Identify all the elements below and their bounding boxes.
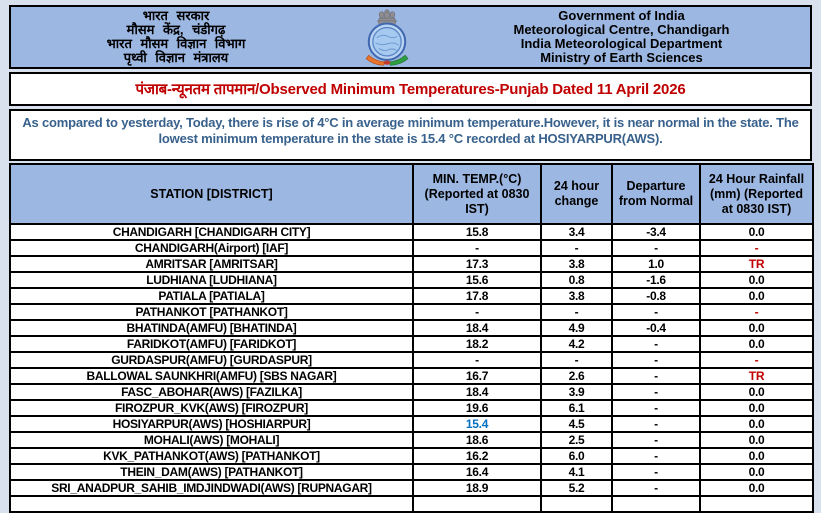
hindi-line-2: मौसम केंद्र, चंडीगढ़ <box>126 22 226 37</box>
cell-rainfall: 0.0 <box>700 416 813 432</box>
cell-min-temp: 17.3 <box>413 256 541 272</box>
cell-rainfall: 0.0 <box>700 400 813 416</box>
cell-min-temp: - <box>413 352 541 368</box>
cell-departure: - <box>612 448 700 464</box>
cell-change: 4.5 <box>541 416 612 432</box>
col-header-24h-change: 24 hour change <box>541 164 612 224</box>
col-header-rainfall: 24 Hour Rainfall (mm) (Reported at 0830 IST) <box>700 164 813 224</box>
table-row <box>10 336 813 352</box>
table-row <box>10 224 813 240</box>
cell-rainfall <box>700 496 813 512</box>
cell-rainfall: 0.0 <box>700 336 813 352</box>
cell-change: - <box>541 352 612 368</box>
cell-station: FARIDKOT(AMFU) [FARIDKOT] <box>10 336 413 352</box>
cell-min-temp: 18.2 <box>413 336 541 352</box>
cell-min-temp: - <box>413 304 541 320</box>
cell-rainfall: 0.0 <box>700 448 813 464</box>
cell-departure: 1.0 <box>612 256 700 272</box>
english-line-4: Ministry of Earth Sciences <box>540 50 703 65</box>
table-row <box>10 400 813 416</box>
cell-min-temp: 16.7 <box>413 368 541 384</box>
page-content <box>9 5 812 513</box>
cell-change: 3.4 <box>541 224 612 240</box>
cell-change: 4.1 <box>541 464 612 480</box>
cell-change: 0.8 <box>541 272 612 288</box>
cell-departure: - <box>612 304 700 320</box>
cell-min-temp: 18.4 <box>413 384 541 400</box>
cell-departure: -0.4 <box>612 320 700 336</box>
cell-min-temp: 17.8 <box>413 288 541 304</box>
cell-min-temp: 18.9 <box>413 480 541 496</box>
org-header-english <box>433 9 810 65</box>
cell-station: PATIALA [PATIALA] <box>10 288 413 304</box>
cell-min-temp: - <box>413 240 541 256</box>
cell-rainfall: TR <box>700 368 813 384</box>
cell-rainfall: 0.0 <box>700 320 813 336</box>
english-line-3: India Meteorological Department <box>520 36 723 51</box>
table-row <box>10 464 813 480</box>
cell-station: FIROZPUR_KVK(AWS) [FIROZPUR] <box>10 400 413 416</box>
cell-change: 3.8 <box>541 288 612 304</box>
bulletin-title: पंजाब-न्यूनतम तापमान/Observed Minimum Temperatures-Punjab Dated 11 April 2026 <box>9 72 812 106</box>
cell-change: 2.5 <box>541 432 612 448</box>
hindi-line-1: भारत सरकार <box>142 8 210 23</box>
table-row <box>10 496 813 512</box>
cell-change: 4.9 <box>541 320 612 336</box>
table-row <box>10 352 813 368</box>
table-row <box>10 256 813 272</box>
col-header-station: STATION [DISTRICT] <box>10 164 413 224</box>
table-row <box>10 272 813 288</box>
english-line-2: Meteorological Centre, Chandigarh <box>513 22 730 37</box>
cell-station: LUDHIANA [LUDHIANA] <box>10 272 413 288</box>
cell-station: THEIN_DAM(AWS) [PATHANKOT] <box>10 464 413 480</box>
cell-change: - <box>541 240 612 256</box>
cell-min-temp: 18.4 <box>413 320 541 336</box>
cell-departure: - <box>612 336 700 352</box>
cell-rainfall: 0.0 <box>700 288 813 304</box>
org-header-hindi <box>11 9 341 65</box>
cell-departure: - <box>612 352 700 368</box>
table-body <box>10 224 813 512</box>
table-row <box>10 448 813 464</box>
cell-departure: - <box>612 464 700 480</box>
cell-station: KVK_PATHANKOT(AWS) [PATHANKOT] <box>10 448 413 464</box>
cell-change: 2.6 <box>541 368 612 384</box>
table-row <box>10 288 813 304</box>
cell-min-temp: 15.4 <box>413 416 541 432</box>
cell-departure: -1.6 <box>612 272 700 288</box>
cell-change: 6.1 <box>541 400 612 416</box>
summary-text: As compared to yesterday, Today, there is rise of 4°C in average minimum temperature.However, it is near normal in the state. The lowest minimum temperature in the state is 15.4 °C recorded at HOSIYARPUR(AWS). <box>9 109 812 161</box>
cell-station: CHANDIGARH [CHANDIGARH CITY] <box>10 224 413 240</box>
org-header <box>9 5 812 69</box>
cell-station: GURDASPUR(AMFU) [GURDASPUR] <box>10 352 413 368</box>
col-header-departure: Departure from Normal <box>612 164 700 224</box>
cell-rainfall: 0.0 <box>700 272 813 288</box>
cell-rainfall: - <box>700 240 813 256</box>
cell-change: 3.8 <box>541 256 612 272</box>
hindi-line-3: भारत मौसम विज्ञान विभाग <box>106 36 246 51</box>
cell-departure: - <box>612 368 700 384</box>
cell-station: CHANDIGARH(Airport) [IAF] <box>10 240 413 256</box>
cell-rainfall: TR <box>700 256 813 272</box>
cell-change <box>541 496 612 512</box>
cell-departure: - <box>612 400 700 416</box>
imd-emblem-logo <box>341 8 433 66</box>
cell-min-temp: 15.8 <box>413 224 541 240</box>
cell-change: 5.2 <box>541 480 612 496</box>
table-row <box>10 240 813 256</box>
cell-departure: -3.4 <box>612 224 700 240</box>
english-line-1: Government of India <box>558 8 685 23</box>
cell-departure: - <box>612 384 700 400</box>
table-row <box>10 368 813 384</box>
table-row <box>10 304 813 320</box>
cell-change: 6.0 <box>541 448 612 464</box>
table-row <box>10 432 813 448</box>
cell-rainfall: 0.0 <box>700 384 813 400</box>
cell-station: MOHALI(AWS) [MOHALI] <box>10 432 413 448</box>
cell-min-temp: 16.2 <box>413 448 541 464</box>
cell-rainfall: - <box>700 352 813 368</box>
cell-change: 4.2 <box>541 336 612 352</box>
table-row <box>10 384 813 400</box>
cell-change: 3.9 <box>541 384 612 400</box>
cell-station <box>10 496 413 512</box>
table-row <box>10 320 813 336</box>
cell-station: HOSIYARPUR(AWS) [HOSHIARPUR] <box>10 416 413 432</box>
cell-station: BALLOWAL SAUNKHRI(AMFU) [SBS NAGAR] <box>10 368 413 384</box>
cell-rainfall: - <box>700 304 813 320</box>
table-row <box>10 480 813 496</box>
cell-departure: -0.8 <box>612 288 700 304</box>
table-row <box>10 416 813 432</box>
cell-station: AMRITSAR [AMRITSAR] <box>10 256 413 272</box>
imd-logo-graphic <box>356 8 418 66</box>
cell-rainfall: 0.0 <box>700 480 813 496</box>
cell-station: PATHANKOT [PATHANKOT] <box>10 304 413 320</box>
cell-min-temp <box>413 496 541 512</box>
col-header-min-temp: MIN. TEMP.(°C) (Reported at 0830 IST) <box>413 164 541 224</box>
cell-station: SRI_ANADPUR_SAHIB_IMDJINDWADI(AWS) [RUPNAGAR] <box>10 480 413 496</box>
cell-min-temp: 19.6 <box>413 400 541 416</box>
cell-departure <box>612 496 700 512</box>
cell-min-temp: 15.6 <box>413 272 541 288</box>
min-temp-table <box>9 163 814 513</box>
cell-departure: - <box>612 432 700 448</box>
table-header-row <box>10 164 813 224</box>
cell-min-temp: 18.6 <box>413 432 541 448</box>
cell-min-temp: 16.4 <box>413 464 541 480</box>
cell-rainfall: 0.0 <box>700 224 813 240</box>
cell-departure: - <box>612 416 700 432</box>
cell-rainfall: 0.0 <box>700 464 813 480</box>
hindi-line-4: पृथ्वी विज्ञान मंत्रालय <box>123 50 229 65</box>
cell-rainfall: 0.0 <box>700 432 813 448</box>
cell-departure: - <box>612 240 700 256</box>
cell-station: BHATINDA(AMFU) [BHATINDA] <box>10 320 413 336</box>
cell-change: - <box>541 304 612 320</box>
cell-station: FASC_ABOHAR(AWS) [FAZILKA] <box>10 384 413 400</box>
cell-departure: - <box>612 480 700 496</box>
